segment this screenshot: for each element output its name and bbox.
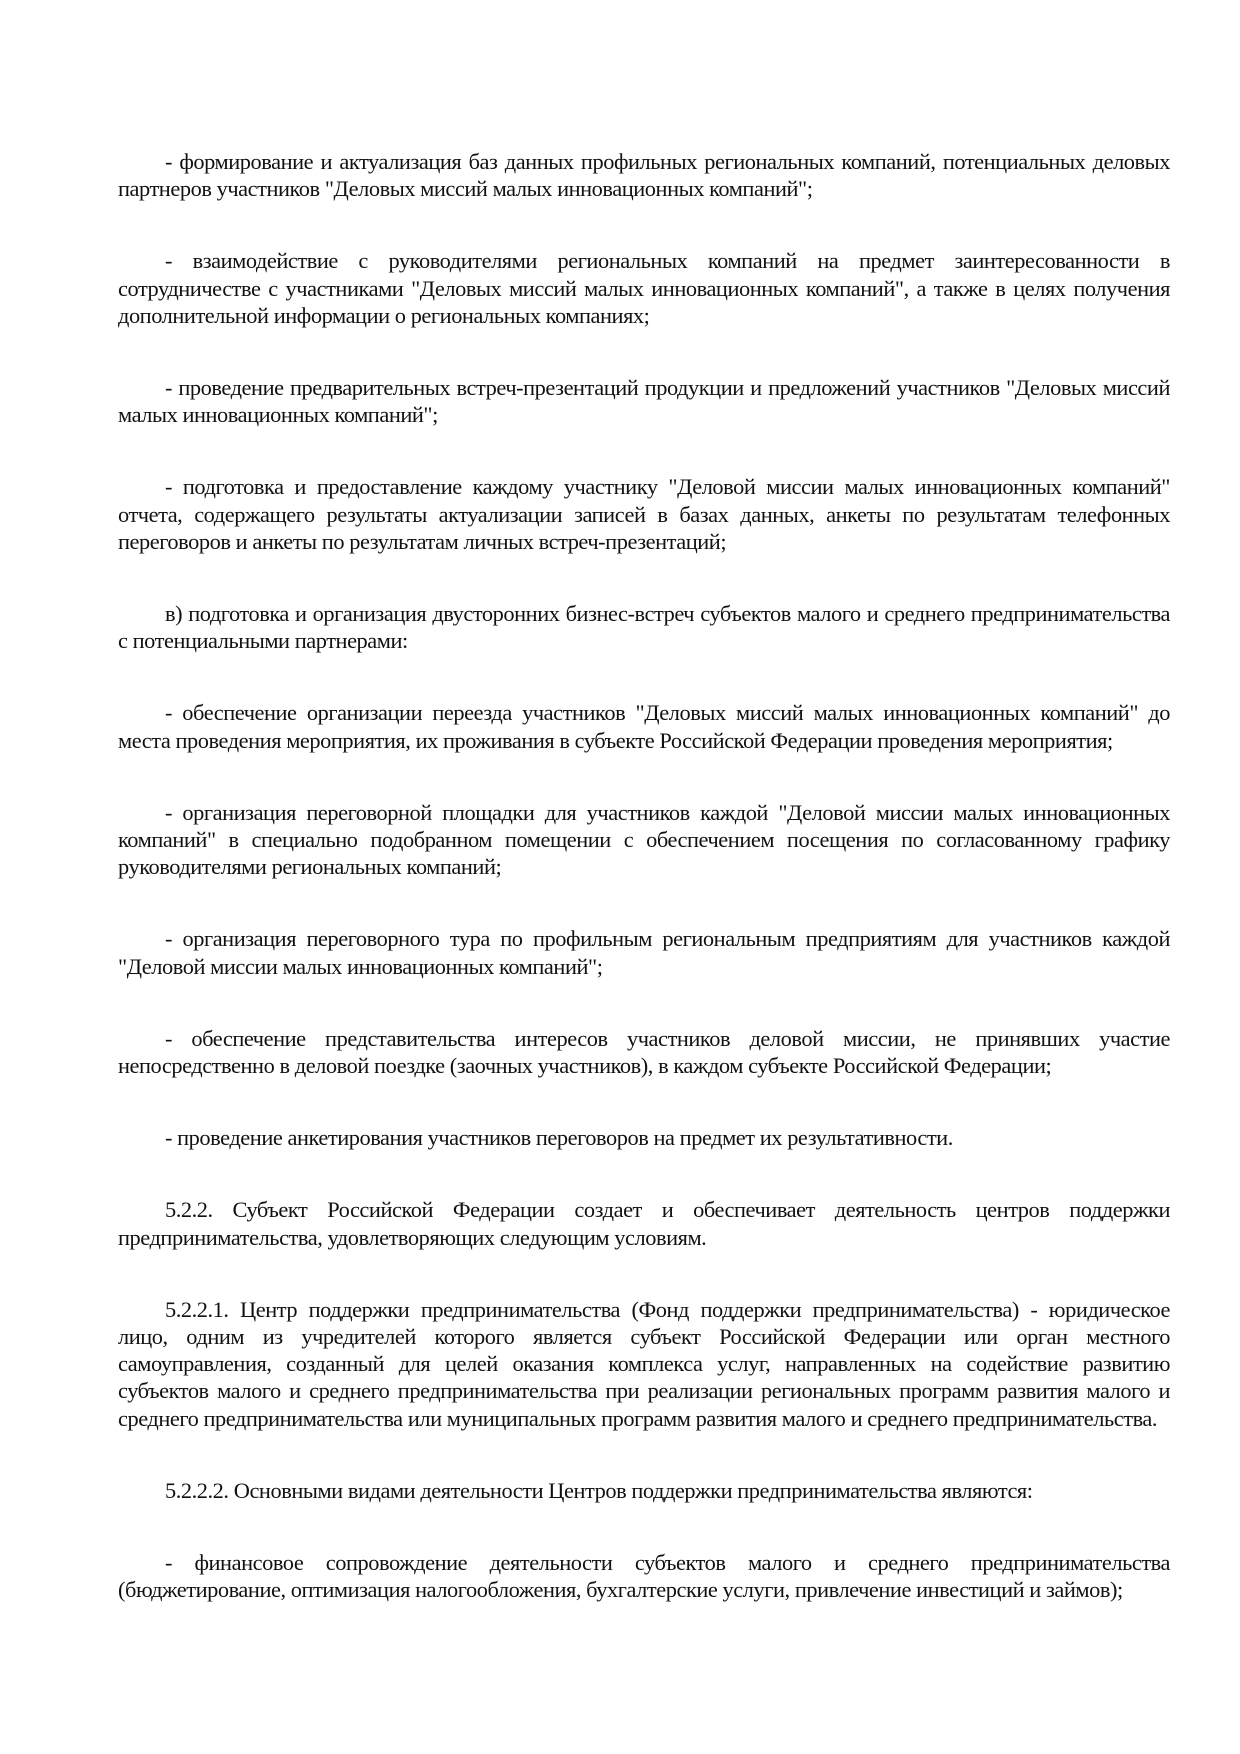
paragraph-participant-survey: - проведение анкетирования участников переговоров на предмет их результативности. — [165, 1125, 953, 1151]
paragraph-financial-support: - финансовое сопровождение деятельности субъектов малого и среднего предпринимательства (бюджетирование, оптимизация налогообложения, бухгалтерские услуги, привлечение инвестиций и займов); — [118, 1550, 1170, 1603]
paragraph-preliminary-presentations: - проведение предварительных встреч-презентаций продукции и предложений участников "Деловых миссий малых инновационных компаний"; — [118, 375, 1170, 428]
document-page — [118, 148, 1170, 1649]
paragraph-negotiation-venue: - организация переговорной площадки для участников каждой "Деловой миссии малых инновационных компаний" в специально подобранном помещении с обеспечением посещения по согласованному графику руководителями региональных компаний; — [118, 799, 1170, 880]
paragraph-negotiation-tour: - организация переговорного тура по профильным региональным предприятиям для участников каждой "Деловой миссии малых инновационных компаний"; — [118, 926, 1170, 979]
paragraph-relocation-organization: - обеспечение организации переезда участников "Деловых миссий малых инновационных компаний" до места проведения мероприятия, их проживания в субъекте Российской Федерации проведения мероприятия; — [118, 700, 1170, 753]
paragraph-report-preparation: - подготовка и предоставление каждому участнику "Деловой миссии малых инновационных компаний" отчета, содержащего результаты актуализации записей в базах данных, анкеты по результатам телефонных переговоров и анкеты по результатам личных встреч-презентаций; — [118, 474, 1170, 554]
paragraph-database-formation: - формирование и актуализация баз данных профильных региональных компаний, потенциальных деловых партнеров участников "Деловых миссий малых инновационных компаний"; — [118, 149, 1170, 202]
paragraph-absentee-representation: - обеспечение представительства интересов участников деловой миссии, не принявших участие непосредственно в деловой поездке (заочных участников), в каждом субъекте Российской Федерации; — [118, 1025, 1170, 1079]
paragraph-section-5-2-2-1: 5.2.2.1. Центр поддержки предпринимательства (Фонд поддержки предпринимательства) - юридическое лицо, одним из учредителей которого является субъект Российской Федерации или орган местного самоуправления, созданный для целей оказания комплекса услуг, направленных на содействие развитию субъектов малого и среднего предпринимательства при реализации региональных программ развития малого и среднего предпринимательства или муниципальных программ развития малого и среднего предпринимательства. — [118, 1296, 1170, 1431]
paragraph-section-5-2-2-2: 5.2.2.2. Основными видами деятельности Центров поддержки предпринимательства являются: — [165, 1477, 1033, 1503]
paragraph-section-5-2-2: 5.2.2. Субъект Российской Федерации создает и обеспечивает деятельность центров поддержки предпринимательства, удовлетворяющих следующим условиям. — [118, 1197, 1170, 1250]
paragraph-item-v-business-meetings: в) подготовка и организация двусторонних бизнес-встреч субъектов малого и среднего предпринимательства с потенциальными партнерами: — [118, 601, 1170, 654]
paragraph-interaction-with-managers: - взаимодействие с руководителями региональных компаний на предмет заинтересованности в сотрудничестве с участниками "Деловых миссий малых инновационных компаний", а также в целях получения дополнительной информации о региональных компаниях; — [118, 248, 1170, 328]
